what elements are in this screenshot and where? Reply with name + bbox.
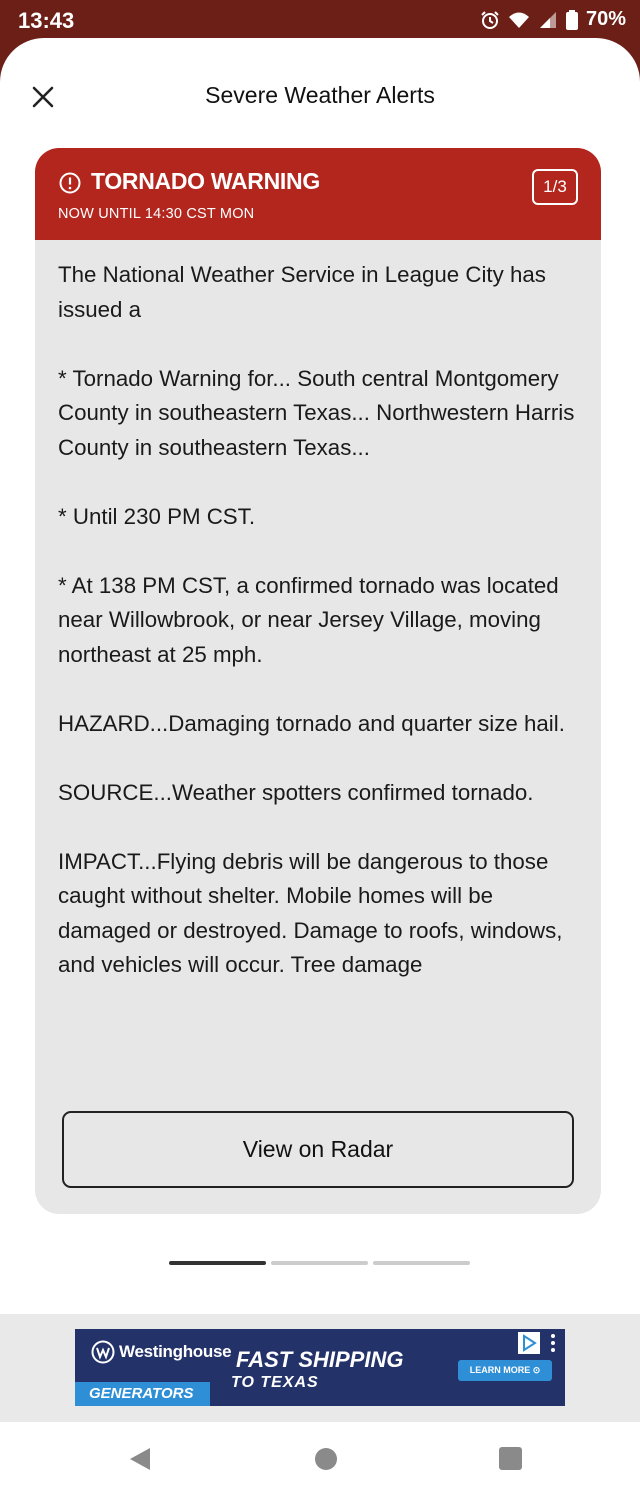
ad-cta-label: LEARN MORE bbox=[469, 1365, 531, 1375]
ad-tag: GENERATORS bbox=[75, 1382, 210, 1406]
ad-subline: TO TEXAS bbox=[231, 1374, 319, 1391]
page-title: Severe Weather Alerts bbox=[205, 82, 435, 108]
status-bar bbox=[0, 0, 640, 40]
page-indicator bbox=[169, 1261, 470, 1265]
ad-choices-icon bbox=[518, 1332, 540, 1354]
alert-paragraph: HAZARD...Damaging tornado and quarter size hail. bbox=[58, 710, 565, 736]
alert-title: TORNADO WARNING bbox=[91, 168, 320, 194]
alert-circle-icon bbox=[59, 172, 81, 194]
ad-area bbox=[0, 1314, 640, 1422]
system-nav-bar bbox=[0, 1422, 640, 1495]
sheet-header bbox=[0, 38, 640, 148]
ad-headline: FAST SHIPPING bbox=[236, 1347, 404, 1372]
alert-paragraph: * At 138 PM CST, a confirmed tornado was located near Willowbrook, or near Jersey Village, moving northeast at 25 mph. bbox=[58, 572, 559, 667]
page-dot[interactable] bbox=[373, 1261, 470, 1265]
ad-brand-name: Westinghouse bbox=[119, 1342, 232, 1361]
alarm-icon bbox=[480, 10, 500, 30]
status-time: 13:43 bbox=[18, 8, 75, 33]
view-on-radar-button[interactable]: View on Radar bbox=[62, 1111, 574, 1188]
alert-paragraph: The National Weather Service in League City has issued a bbox=[58, 262, 546, 322]
westinghouse-logo-icon bbox=[91, 1340, 115, 1364]
status-icons bbox=[480, 8, 626, 31]
page-dot[interactable] bbox=[271, 1261, 368, 1265]
home-icon[interactable] bbox=[315, 1448, 337, 1470]
battery-icon bbox=[566, 10, 578, 30]
alert-body[interactable] bbox=[58, 258, 586, 1064]
back-icon[interactable] bbox=[128, 1447, 152, 1471]
alerts-sheet bbox=[0, 38, 640, 1318]
alert-header bbox=[35, 148, 601, 240]
alert-pager[interactable]: 1/3 bbox=[532, 169, 578, 205]
alert-paragraph: * Until 230 PM CST. bbox=[58, 503, 256, 529]
ad-learn-more-button[interactable]: LEARN MORE ⊙ bbox=[458, 1360, 552, 1381]
more-vertical-icon bbox=[545, 1332, 561, 1354]
ad-more-button[interactable] bbox=[545, 1332, 561, 1354]
ad-banner[interactable] bbox=[75, 1329, 565, 1406]
alert-paragraph: IMPACT...Flying debris will be dangerous to those caught without shelter. Mobile homes will be damaged or destroyed. Damage to roofs, windows, and vehicles will occur. Tree damage bbox=[58, 848, 563, 977]
alert-paragraph: SOURCE...Weather spotters confirmed tornado. bbox=[58, 779, 534, 805]
wifi-icon bbox=[508, 11, 530, 29]
battery-percent: 70% bbox=[585, 8, 626, 30]
ad-choices-button[interactable] bbox=[518, 1332, 540, 1354]
alert-card bbox=[35, 148, 601, 1214]
signal-icon bbox=[538, 11, 558, 29]
page-dot-active[interactable] bbox=[169, 1261, 266, 1265]
alert-time-range: NOW UNTIL 14:30 CST MON bbox=[58, 206, 255, 222]
recents-icon[interactable] bbox=[499, 1447, 522, 1470]
alert-paragraph: * Tornado Warning for... South central Montgomery County in southeastern Texas... Northwestern Harris County in southeastern Texas... bbox=[58, 365, 575, 460]
ad-brand bbox=[91, 1340, 231, 1364]
